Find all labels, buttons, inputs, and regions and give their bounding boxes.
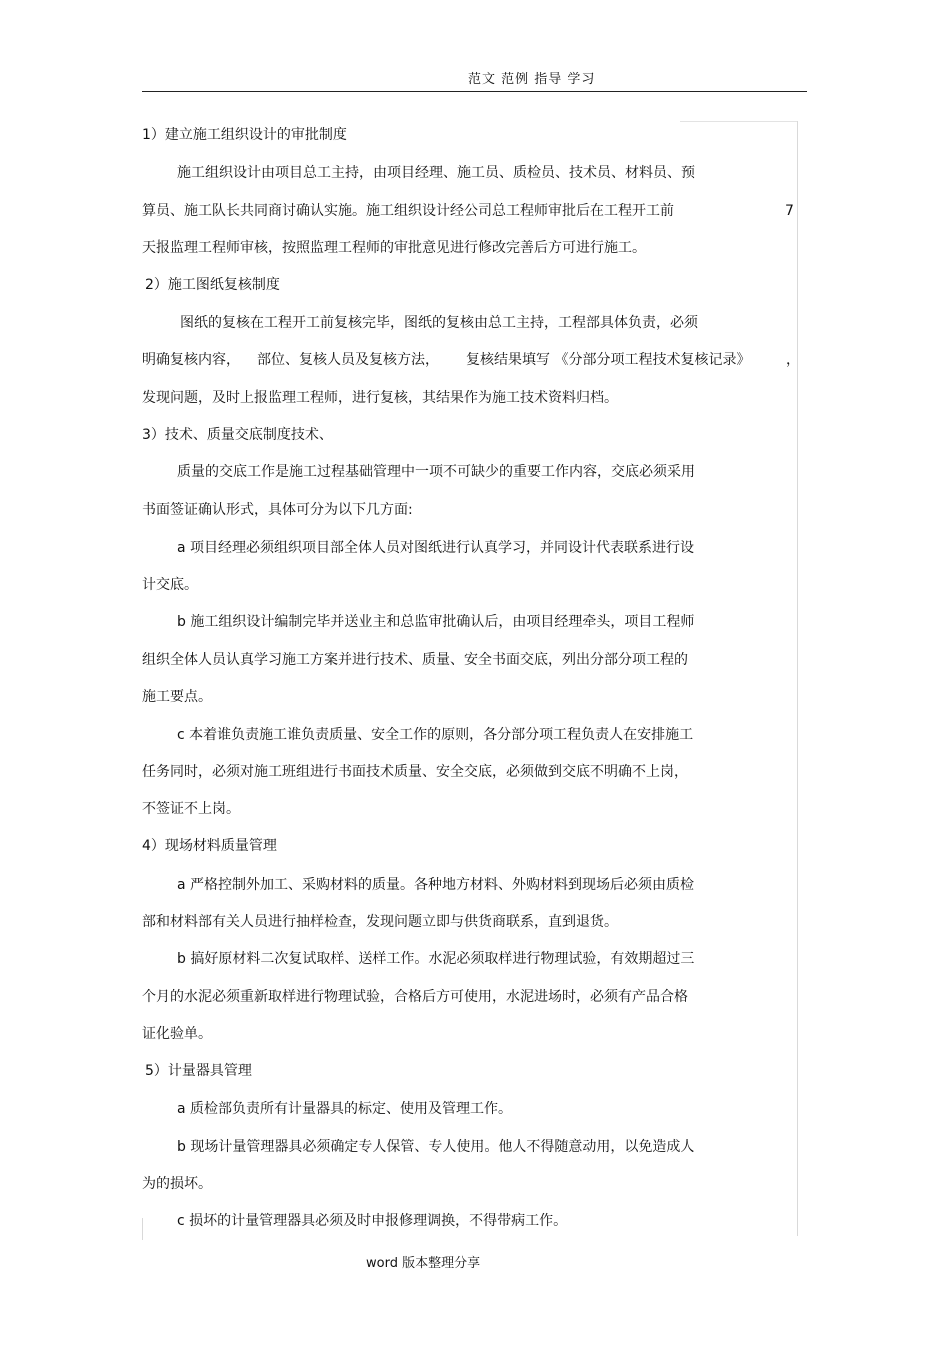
header-rule (142, 91, 807, 92)
paragraph-line: ， (786, 352, 800, 368)
paragraph-line: 天报监理工程师审核，按照监理工程师的审批意见进行修改完善后方可进行施工。 (142, 240, 646, 256)
paragraph-line: 任务同时，必须对施工班组进行书面技术质量、安全交底，必须做到交底不明确不上岗， (142, 764, 688, 780)
paragraph-line: 施工组织设计由项目总工主持，由项目经理、施工员、质检员、技术员、材料员、预 (177, 165, 695, 181)
paragraph-line: a 质检部负责所有计量器具的标定、使用及管理工作。 (177, 1101, 513, 1117)
section-5-title: 5）计量器具管理 (145, 1063, 252, 1079)
paragraph-line: 图纸的复核在工程开工前复核完毕，图纸的复核由总工主持，工程部具体负责，必须 (180, 315, 698, 331)
paragraph-line: 部位、复核人员及复核方法， (257, 352, 439, 368)
paragraph-line: 发现问题，及时上报监理工程师，进行复核，其结果作为施工技术资料归档。 (142, 390, 618, 406)
paragraph-line: 算员、施工队长共同商讨确认实施。施工组织设计经公司总工程师审批后在工程开工前 (142, 203, 674, 219)
paragraph-line: 质量的交底工作是施工过程基础管理中一项不可缺少的重要工作内容，交底必须采用 (177, 464, 695, 480)
paragraph-line-tail: 7 (785, 203, 794, 219)
section-3-title: 3）技术、质量交底制度技术、 (142, 427, 333, 443)
paragraph-line: a 严格控制外加工、采购材料的质量。各种地方材料、外购材料到现场后必须由质检 (177, 877, 695, 893)
section-1-title: 1）建立施工组织设计的审批制度 (142, 127, 347, 143)
section-4-title: 4）现场材料质量管理 (142, 838, 277, 854)
paragraph-line: b 施工组织设计编制完毕并送业主和总监审批确认后，由项目经理牵头，项目工程师 (177, 614, 695, 630)
paragraph-line: 个月的水泥必须重新取样进行物理试验，合格后方可使用，水泥进场时，必须有产品合格 (142, 989, 688, 1005)
paragraph-line: 计交底。 (142, 577, 198, 593)
paragraph-line: a 项目经理必须组织项目部全体人员对图纸进行认真学习，并同设计代表联系进行设 (177, 540, 695, 556)
paragraph-line: 复核结果填写 《分部分项工程技术复核记录》 (466, 352, 751, 368)
header-text: 范文 范例 指导 学习 (468, 72, 596, 87)
paragraph-line: b 搞好原材料二次复试取样、送样工作。水泥必须取样进行物理试验，有效期超过三 (177, 951, 695, 967)
paragraph-line: 部和材料部有关人员进行抽样检查，发现问题立即与供货商联系，直到退货。 (142, 914, 618, 930)
frame-top-border (680, 121, 798, 122)
paragraph-line: 证化验单。 (142, 1026, 212, 1042)
frame-right-border (797, 121, 798, 1236)
paragraph-line: 明确复核内容， (142, 352, 240, 368)
paragraph-line: 组织全体人员认真学习施工方案并进行技术、质量、安全书面交底，列出分部分项工程的 (142, 652, 688, 668)
section-2-title: 2）施工图纸复核制度 (145, 277, 280, 293)
paragraph-line: c 本着谁负责施工谁负责质量、安全工作的原则，各分部分项工程负责人在安排施工 (177, 727, 694, 743)
paragraph-line: b 现场计量管理器具必须确定专人保管、专人使用。他人不得随意动用，以免造成人 (177, 1139, 695, 1155)
paragraph-line: 书面签证确认形式，具体可分为以下几方面: (142, 502, 413, 518)
paragraph-line: 施工要点。 (142, 689, 212, 705)
paragraph-line: 为的损坏。 (142, 1176, 212, 1192)
paragraph-line: c 损坏的计量管理器具必须及时申报修理调换，不得带病工作。 (177, 1213, 568, 1229)
paragraph-line: 不签证不上岗。 (142, 801, 240, 817)
page-footer: word 版本整理分享 (366, 1256, 481, 1271)
frame-left-border (142, 1218, 143, 1240)
